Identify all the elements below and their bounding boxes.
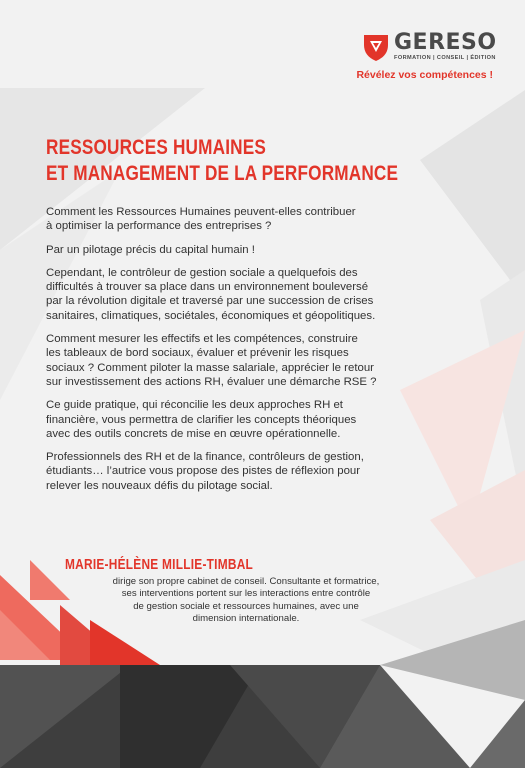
description-text	[46, 205, 396, 502]
paragraph: Cependant, le contrôleur de gestion sociale a quelquefois des difficultés à trouver sa place dans un environnement bouleversé par la révolution digitale et traversé par une succession de crises sanitaires, climatiques, sociétales, économiques et géopolitiques.	[46, 266, 376, 322]
bg-triangle	[420, 90, 525, 300]
title-line-2: ET MANAGEMENT DE LA PERFORMANCE	[46, 161, 399, 185]
paragraph: Comment les Ressources Humaines peuvent-elles contribuer à optimiser la performance des entreprises ?	[46, 206, 356, 233]
paragraph: Ce guide pratique, qui réconcilie les deux approches RH et financière, vous permettra de clarifier les concepts théoriques avec des outils concrets de mise en œuvre opérationnelle.	[46, 399, 357, 440]
book-title	[46, 134, 398, 186]
brand-tagline: Révélez vos compétences !	[356, 69, 493, 81]
gereso-logo	[362, 32, 497, 62]
brand-subtitle: FORMATION | CONSEIL | ÉDITION	[394, 55, 496, 61]
shield-logo-icon	[362, 32, 390, 62]
brand-name: GERESO	[394, 30, 497, 55]
red-triangle	[90, 620, 160, 665]
author-name: MARIE-HÉLÈNE MILLIE-TIMBAL	[65, 557, 254, 573]
paragraph: Professionnels des RH et de la finance, contrôleurs de gestion, étudiants… l’autrice vous propose des pistes de réflexion pour relever les nouveaux défis du pilotage social.	[46, 451, 364, 492]
paragraph: Comment mesurer les effectifs et les compétences, construire les tableaux de bord sociaux, évaluer et prévenir les risques sociaux ? Comment piloter la masse salariale, apprécier le retour sur investissement des actions RH, évaluer une démarche RSE ?	[46, 333, 377, 388]
red-triangle	[30, 560, 70, 600]
paragraph: Par un pilotage précis du capital humain !	[46, 243, 255, 256]
author-bio: dirige son propre cabinet de conseil. Consultante et formatrice, ses interventions portent sur les interactions entre contrôle de gestion sociale et ressources humaines, avec une dimension internationale.	[112, 576, 380, 625]
title-line-1: RESSOURCES HUMAINES	[46, 135, 266, 159]
